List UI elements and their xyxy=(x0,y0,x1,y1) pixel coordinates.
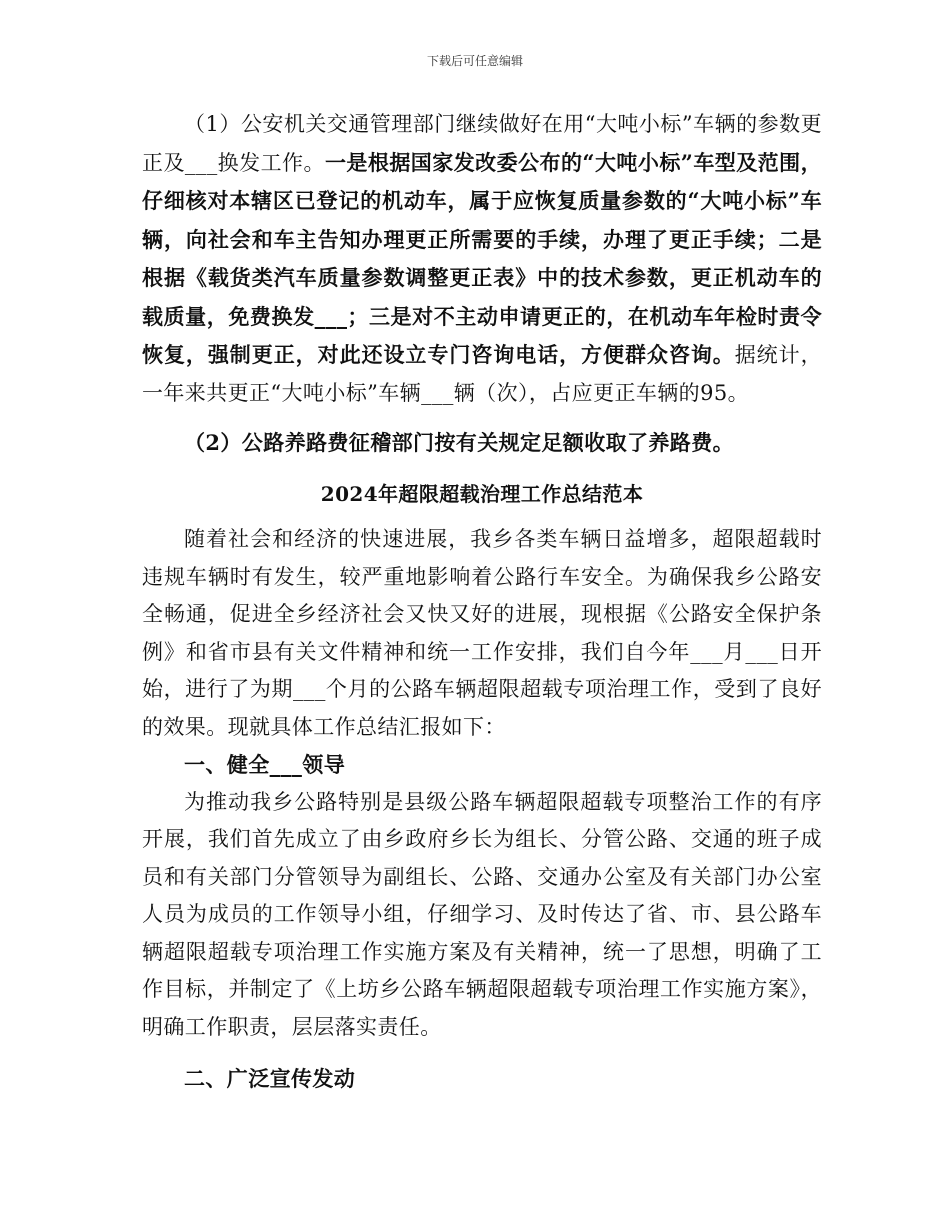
paragraph-traffic-management xyxy=(142,106,822,412)
page-header: 下载后可任意编辑 xyxy=(426,54,523,68)
paragraph-intro: （1）公安机关交通管理部门继续做好在用“大吨小标”车辆的参数更正及___换发工作。 xyxy=(142,112,822,175)
section-heading-leadership: 一、健全___领导 xyxy=(184,752,346,777)
paragraph-bold-emphasis: 一是根据国家发改委公布的“大吨小标”车型及范围，仔细核对本辖区已登记的机动车，属于应恢复质量参数的“大吨小标”车辆，向社会和车主告知办理更正所需要的手续，办理了更正手续；二是根据《载货类汽车质量参数调整更正表》中的技术参数，更正机动车的载质量，免费换发___；三是对不主动申请更正的，在机动车年检时责令恢复，强制更正，对此还设立专门咨询电话，方便群众咨询。 xyxy=(142,149,822,367)
document-title: 2024年超限超载治理工作总结范本 xyxy=(320,481,644,506)
paragraph-road-fee: （2）公路养路费征稽部门按有关规定足额收取了养路费。 xyxy=(184,430,735,455)
paragraph-leadership: 为推动我乡公路特别是县级公路车辆超限超载专项整治工作的有序开展，我们首先成立了由乡政府乡长为组长、分管公路、交通的班子成员和有关部门分管领导为副组长、公路、交通办公室及有关部门办公室人员为成员的工作领导小组，仔细学习、及时传达了省、市、县公路车辆超限超载专项治理工作实施方案及有关精神，统一了思想，明确了工作目标，并制定了《上坊乡公路车辆超限超载专项治理工作实施方案》，明确工作职责，层层落实责任。 xyxy=(142,789,822,1039)
document-body xyxy=(142,106,822,1098)
paragraph-intro-summary: 随着社会和经济的快速进展，我乡各类车辆日益增多，超限超载时违规车辆时有发生，较严重地影响着公路行车安全。为确保我乡公路安全畅通，促进全乡经济社会又快又好的进展，现根据《公路安全保护条例》和省市县有关文件精神和统一工作安排，我们自今年___月___日开始，进行了为期___个月的公路车辆超限超载专项治理工作，受到了良好的效果。现就具体工作总结汇报如下： xyxy=(142,527,822,739)
section-heading-publicity: 二、广泛宣传发动 xyxy=(184,1066,356,1091)
paragraph-statistics: 据统计，一年来共更正“大吨小标”车辆___辆（次），占应更正车辆的95。 xyxy=(142,343,822,405)
